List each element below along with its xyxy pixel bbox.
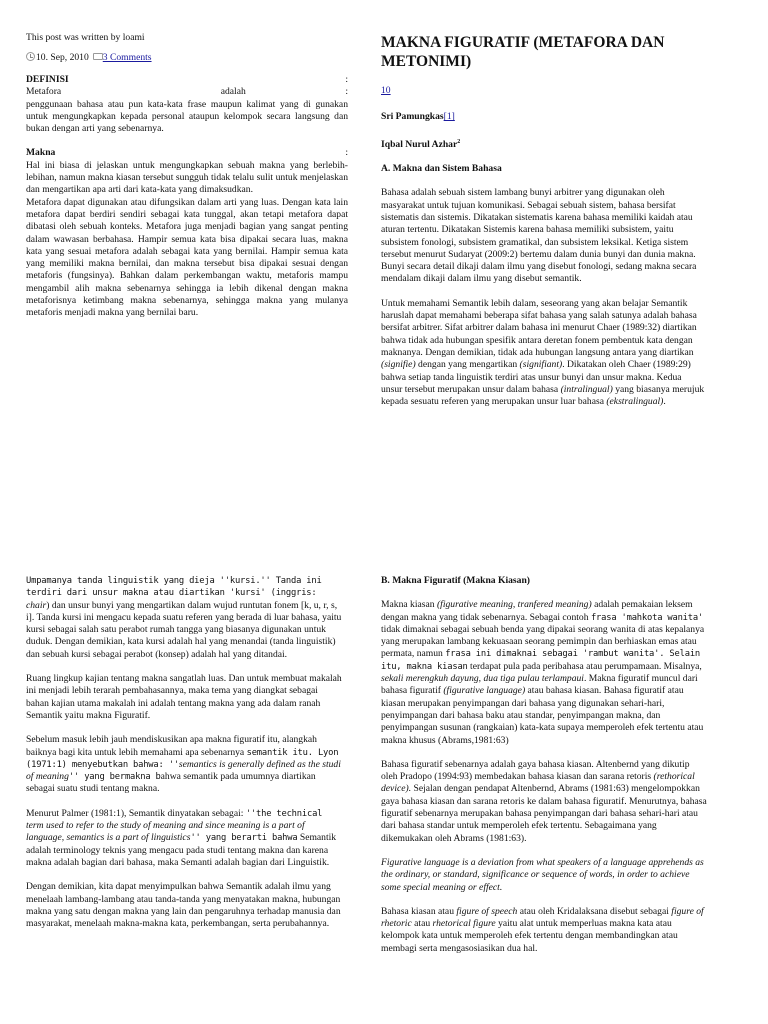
post-meta xyxy=(26,51,348,64)
makna-heading-row xyxy=(26,147,348,159)
abrams-quote: Figurative language is a deviation from what speakers of a language apprehends as the ordinary, or standard, significance or sequence of words, in order to achieve some special meaning or effect. xyxy=(381,856,704,893)
figurative-paragraph-3 xyxy=(381,906,707,955)
text-run: (signifiant) xyxy=(519,359,563,371)
text-run: (figurative meaning, tranfered meaning) xyxy=(436,599,592,611)
text-run: tidak dimaknai sebagai sebuah benda yang dipakai seorang wanita di atas kepalanya yang merupakan lambang kekuasaan seorang pemimpin dan berhiaskan emas atau permata, namun xyxy=(381,623,705,660)
lyon-paragraph xyxy=(26,734,342,795)
text-run: . Dikatakan oleh Chaer (1989:29) bahwa setiap tanda linguistik terdiri atas unsur bunyi dan unsur makna. Kedua unsur tersebut merupakan unsur dalam bahasa xyxy=(381,359,691,395)
clock-icon xyxy=(26,52,35,61)
text-run: adalah pemakaian leksem dengan makna yang tidak sebenarnya. Sebagai contoh xyxy=(381,599,693,623)
text-run: (ekstralingual) xyxy=(606,396,664,408)
author-2-superscript: 2 xyxy=(457,138,461,145)
colon: : xyxy=(345,147,348,159)
section-a-paragraph-2 xyxy=(381,298,705,409)
metafora-definition: penggunaan bahasa atau pun kata-kata frase maupun kalimat yang di gunakan untuk mengungkapkan kepada personal ataupun kelompok secara langsung dan bukan dengan arti yang sebenarnya. xyxy=(26,98,348,135)
text-run: Sebelum masuk lebih jauh mendiskusikan apa makna figuratif itu, alangkah baiknya bagi kita untuk lebih memahami apa sebenarnya xyxy=(26,734,317,758)
comment-icon xyxy=(93,53,103,60)
text-run: atau bahasa kiasan. Bahasa figuratif atau kiasan merupakan penyimpangan dari bahasa yang digunakan sehari-hari, penyimpangan dari bahasa baku atau standar, penyimpangan makna, dan penyimpangan susunan (rangkaian) kata-kata supaya memperoleh efek tertentu atau makna khusus (Abrams,1981:63) xyxy=(381,685,704,746)
article-panel xyxy=(381,33,705,408)
text-run: semantics is generally defined as the studi of meaning xyxy=(26,758,341,783)
palmer-paragraph xyxy=(26,808,342,869)
text-run: (rethorical device). xyxy=(381,771,695,795)
figurative-paragraph-2 xyxy=(381,759,707,845)
author-2 xyxy=(381,136,705,151)
text-run: Menurut Palmer (1981:1), Semantik dinyatakan sebagai: xyxy=(26,807,246,819)
conclusion-paragraph: Dengan demikian, kita dapat menyimpulkan bahwa Semantik adalah ilmu yang menelaah lambang-lambang atau tanda-tanda yang menyatakan makna, hubungan makna yang satu dengan makna yang lain dan pengaruhnya terhadap manusia dan masyarakat, menelaah makna-makna kata, perkembangan, serta perubahannya. xyxy=(26,881,341,930)
article-title: MAKNA FIGURATIF (METAFORA DAN METONIMI) xyxy=(381,34,665,70)
text-run: figure of rhetoric xyxy=(381,905,704,930)
text-run: Makna kiasan xyxy=(381,599,437,611)
semantics-panel xyxy=(26,575,342,930)
handwritten-text: Umpamanya tanda linguistik yang dieja ''kursi.'' Tanda ini terdiri dari unsur makna atau diartikan 'kursi' (inggris: xyxy=(26,576,322,599)
author-1 xyxy=(381,111,705,123)
text-run: dengan yang mengartikan xyxy=(415,359,520,371)
text-run: . Makna figuratif muncul dari bahasa figuratif xyxy=(381,673,698,697)
text-run: (intralingual) xyxy=(560,383,613,395)
text-run: Sejalan dengan pendapat Altenbernd, Abrams (1981:63) mengelompokkan gaya bahasa kiasan dan sarana retoris ke dalam bahasa figuratif. Menurutnya, bahasa figuratif sebenarnya merupakan bahasa penyimpangan dari bahasa sehari-hari atau dari bahasa standar untuk memperoleh efek tertentu. Sebagaimana yang dikemukakan oleh Abrams (1981:63). xyxy=(381,783,707,844)
handwritten-text: '' yang bermakna b xyxy=(68,772,161,783)
text-run: ahwa semantik pada umumnya diartikan sebagai suatu studi tentang makna. xyxy=(26,771,316,795)
kursi-paragraph xyxy=(26,575,342,661)
section-b-heading: B. Makna Figuratif (Makna Kiasan) xyxy=(381,575,530,586)
handwritten-text: semantik itu. Lyon (1971:1) menyebutkan bahwa: '' xyxy=(26,747,339,770)
makna-paragraph-1: Hal ini biasa di jelaskan untuk mengungkapkan sebuah makna yang berlebih-lebihan, namun makna kiasan tersebut sungguh tidak telalu sulit untuk menjelaskan dan mengartikan apa arti dari kata-kata yang dimaksudkan. xyxy=(26,159,348,196)
figurative-paragraph-1 xyxy=(381,599,707,747)
comments-link[interactable]: 3 Comments xyxy=(102,52,152,63)
text-run: sekali merengkuh dayung, dua tiga pulau terlampaui xyxy=(381,673,584,685)
metafora-word: Metafora xyxy=(26,86,62,98)
author-2-name: Iqbal Nurul Azhar xyxy=(381,138,458,150)
scope-paragraph: Ruang lingkup kajian tentang makna sangatlah luas. Dan untuk membuat makalah ini menjadi lebih terarah pembahasannya, maka tema yang diangkat sebagai bahan kajian utama makalah ini adalah tentang makna yang ada dalam ranah Semantik yaitu makna Figuratif. xyxy=(26,673,342,721)
post-date: 10. Sep, 2010 xyxy=(36,52,89,63)
makna-paragraph-2: Metafora dapat digunakan atau difungsikan dalam arti yang luas. Dengan kata lain metafora dapat berdiri sendiri sebagai kata tunggal, akan tetapi metafora dapat dibatasi oleh sebuah konteks. Metafora juga menjadi bagian yang sangat penting dalam wawasan berbahasa. Hampir semua kata bisa dipakai secara luas, makna kata yang sesuai metafora adalah sebagai kata yang bernilai. Hampir semua kata yang memiliki makna bernilai, dan makna tersebut bisa dipakai sesuai dengan metaforis (fungsinya). Bahkan dalam perkembangan waktu, metaforis mampu mengambil alih makna sebenarnya sehingga ia lebih dikenal dengan makna metaforisnya ketimbang makna sebenarnya, sehingga makna yang mulanya metaforis menjadi makna yang bernilai baru. xyxy=(26,196,348,319)
adalah-word: adalah xyxy=(220,86,246,98)
metafora-row xyxy=(26,86,348,98)
post-author: This post was written by loami xyxy=(26,32,145,43)
section-a-heading: A. Makna dan Sistem Bahasa xyxy=(381,163,502,175)
text-run: yang biasanya merujuk kepada sesuatu referen yang merupakan unsur luar bahasa xyxy=(381,383,705,408)
text-run: term used to refer to the study of meaning and since meaning is a part of language, semantics is a part of linguistics xyxy=(26,820,305,844)
text-run: Bahasa figuratif sebenarnya adalah gaya bahasa kiasan. Altenbernd yang dikutip oleh Pradopo (1994:93) membedakan bahasa kiasan dan sarana retoris xyxy=(381,758,690,783)
footnote-link[interactable]: [1] xyxy=(443,111,455,123)
text-run: (signifie) xyxy=(381,359,416,371)
colon: : xyxy=(345,86,348,98)
text-run: ) dan unsur bunyi yang mengartikan dalam wujud runtutan fonem [k, u, r, s, i]. Tanda kursi ini mengacu kepada suatu referen yang berada di luar bahasa, yaitu kursi sebagai salah satu perabot rumah tangga yang biasanya digunakan untuk duduk. Dengan demikian, kata kursi adalah hal yang menandai (tanda linguistik) dan sebuah kursi sebagai perabot (konsep) adalah hal yang ditandai. xyxy=(26,599,342,660)
text-run: atau oleh Kridalaksana disebut sebagai xyxy=(517,905,672,917)
colon: : xyxy=(345,74,348,85)
definisi-heading-row xyxy=(26,74,348,86)
handwritten-text: frasa 'mahkota wanita' xyxy=(590,612,704,623)
text-run: rhetorical figure xyxy=(432,918,496,930)
text-run: figure of speech xyxy=(456,905,518,917)
text-run: yaitu alat untuk memperluas makna kata atau kelompok kata untuk memperoleh efek tertentu dengan membandingkan atau membagi serta mengasosiasikan dua hal. xyxy=(381,918,678,954)
text-run: Semantik adalah terminology teknis yang mengacu pada studi tentang makna dan karena makna adalah bagian dari bahasa, maka Semanti adalah bagian dari Linguistik. xyxy=(26,832,337,868)
handwritten-text: ''the technical xyxy=(245,808,323,819)
text-run: Untuk memahami Semantik lebih dalam, seseorang yang akan belajar Semantik haruslah dapat memahami beberapa sifat bahasa yang salah satunya adalah bahasa bersifat arbitrer. Sifat arbitrer dalam bahasa ini menurut Chaer (1989:32) diartikan bahwa tidak ada hubungan spesifik antara deretan fonem pembentuk kata dengan maknanya. Dengan demikian, tidak ada hubungan langsung antara yang diartikan xyxy=(381,297,697,358)
text-run: (figurative language) xyxy=(443,685,526,697)
figurative-panel xyxy=(381,575,707,955)
handwritten-text: frasa ini dimaknai sebagai 'rambut wanita'. Selain itu, makna kiasan xyxy=(381,649,701,672)
text-run: atau xyxy=(411,918,433,930)
makna-heading: Makna xyxy=(26,147,56,159)
section-a-paragraph-1: Bahasa adalah sebuah sistem lambang bunyi arbitrer yang digunakan oleh masyarakat untuk tujuan komunikasi. Sebagai sebuah sistem, bahasa bersifat sistematis dan sistemis. Dikatakan sistematis karena bahasa memiliki kaidah atau aturan tertentu. Dikatakan Sistemis karena bahasa memiliki subsistem, yaitu subsistem fonologi, subsistem gramatikal, dan subsistem leksikal. Ketiga sistem tersebut menurut Sudaryat (2009:2) bertemu dalam dunia bunyi dan dunia makna. Bunyi secara detail dikaji dalam ilmu yang disebut fonologi, sedang makna secara mendalam dikaji dalam ilmu yang disebut semantik. xyxy=(381,187,697,285)
page-number-link[interactable]: 10 xyxy=(381,85,391,96)
text-run: chair xyxy=(26,599,47,611)
text-run: terdapat pula pada peribahasa atau perumpamaan. Misalnya, xyxy=(467,660,702,672)
text-run: Bahasa kiasan atau xyxy=(381,905,457,917)
text-run: . xyxy=(663,396,666,408)
definisi-heading: DEFINISI xyxy=(26,74,69,85)
handwritten-text: '' yang berarti bahwa xyxy=(190,833,298,844)
author-1-name: Sri Pamungkas xyxy=(381,111,444,123)
blog-post-panel xyxy=(26,31,348,320)
